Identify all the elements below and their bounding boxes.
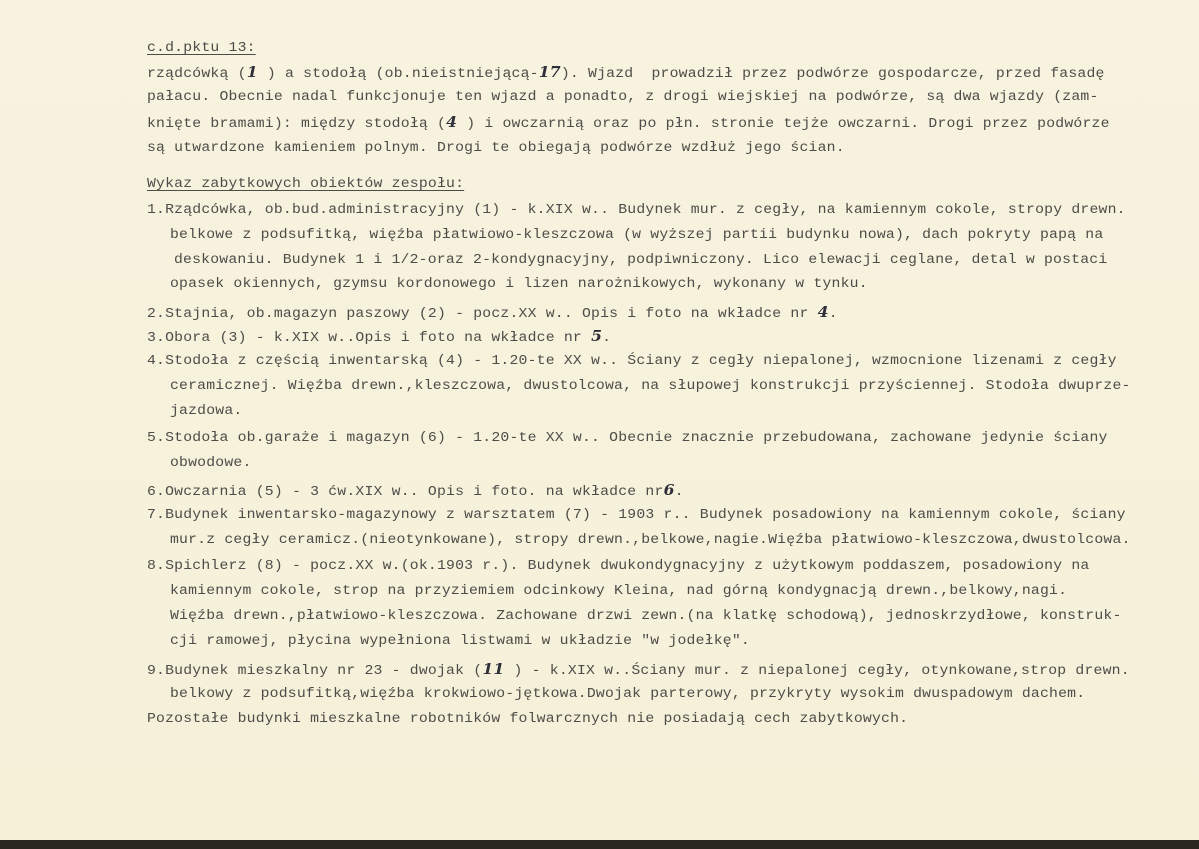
text-segment: 6.Owczarnia (5) - 3 ćw.XIX w.. Opis i foto. na wkładce nr <box>147 484 664 500</box>
text-segment: 5.Stodoła ob.garaże i magazyn (6) - 1.20-te XX w.. Obecnie znacznie przebudowana, zachowane jedynie ściany <box>147 430 1108 446</box>
text-segment: jazdowa. <box>170 403 243 419</box>
section-heading: c.d.pktu 13: <box>147 40 256 56</box>
list-item-continuation <box>170 226 1103 244</box>
list-item-continuation <box>170 685 1085 703</box>
text-segment: 1.Rządcówka, ob.bud.administracyjny (1) - k.XIX w.. Budynek mur. z cegły, na kamiennym cokole, stropy drewn. <box>147 202 1126 218</box>
list-item-continuation <box>174 251 1107 269</box>
handwritten-number: 17 <box>538 63 561 81</box>
text-segment: 8.Spichlerz (8) - pocz.XX w.(ok.1903 r.). Budynek dwukondygnacyjny z użytkowym poddaszem, posadowiony na <box>147 558 1090 574</box>
handwritten-number: 4 <box>446 113 458 131</box>
text-segment: pałacu. Obecnie nadal funkcjonuje ten wjazd a ponadto, z drogi wiejskiej na podwórze, są dwa wjazdy (zam- <box>147 89 1099 105</box>
text-segment: ). Wjazd prowadził przez podwórze gospodarcze, przed fasadę <box>560 66 1105 82</box>
list-item-continuation <box>170 275 868 293</box>
list-item <box>147 506 1126 524</box>
handwritten-number: 6 <box>663 481 675 499</box>
text-segment: ) i owczarnią oraz po płn. stronie tejże owczarni. Drogi przez podwórze <box>457 116 1110 132</box>
list-item-continuation <box>170 531 1131 549</box>
text-segment: knięte bramami): między stodołą ( <box>147 116 447 132</box>
list-item <box>147 481 684 501</box>
text-segment: belkowe z podsufitką, więźba płatwiowo-kleszczowa (w wyższej partii budynku nowa), dach pokryty papą na <box>170 227 1104 243</box>
handwritten-number: 1 <box>246 63 258 81</box>
text-segment: Więźba drewn.,płatwiowo-kleszczowa. Zachowane drzwi zewn.(na klatkę schodową), jednoskrzydłowe, konstruk- <box>170 608 1122 624</box>
handwritten-number: 5 <box>591 327 603 345</box>
text-segment: ) a stodołą (ob.nieistniejącą- <box>257 66 539 82</box>
closing-line: Pozostałe budynki mieszkalne robotników folwarcznych nie posiadają cech zabytkowych. <box>147 711 909 727</box>
list-item <box>147 429 1108 447</box>
list-heading: Wykaz zabytkowych obiektów zespołu: <box>147 176 465 192</box>
text-segment: 7.Budynek inwentarsko-magazynowy z warsztatem (7) - 1903 r.. Budynek posadowiony na kamiennym cokole, ściany <box>147 507 1126 523</box>
list-item <box>147 201 1126 219</box>
list-item-continuation <box>170 377 1131 395</box>
text-segment: ) - k.XIX w..Ściany mur. z niepalonej cegły, otynkowane,strop drewn. <box>504 663 1130 679</box>
list-item <box>147 660 1130 680</box>
text-segment: opasek okiennych, gzymsu kordonowego i lizen narożnikowych, wykonany w tynku. <box>170 276 868 292</box>
list-item-continuation <box>170 582 1067 600</box>
text-segment: 3.Obora (3) - k.XIX w..Opis i foto na wkładce nr <box>147 330 592 346</box>
intro-line <box>147 113 1110 133</box>
text-segment: rządcówką ( <box>147 66 247 82</box>
text-segment: 2.Stajnia, ob.magazyn paszowy (2) - pocz.XX w.. Opis i foto na wkładce nr <box>147 306 818 322</box>
handwritten-number: 4 <box>817 303 829 321</box>
text-segment: są utwardzone kamieniem polnym. Drogi te obiegają podwórze wzdłuż jego ścian. <box>147 140 845 156</box>
list-item <box>147 327 611 347</box>
text-segment: . <box>828 306 838 322</box>
text-segment: ceramicznej. Więźba drewn.,kleszczowa, dwustolcowa, na słupowej konstrukcji przyściennej. Stodoła dwuprze- <box>170 378 1131 394</box>
list-item-continuation <box>170 632 750 650</box>
text-segment: mur.z cegły ceramicz.(nieotynkowane), stropy drewn.,belkowe,nagie.Więźba płatwiowo-kleszczowa,dwustolcowa. <box>170 532 1131 548</box>
text-segment: . <box>602 330 612 346</box>
text-segment: deskowaniu. Budynek 1 i 1/2-oraz 2-kondygnacyjny, podpiwniczony. Lico elewacji ceglane, detal w postaci <box>174 252 1108 268</box>
text-segment: 4.Stodoła z częścią inwentarską (4) - 1.20-te XX w.. Ściany z cegły niepalonej, wzmocnione lizenami z cegły <box>147 353 1117 369</box>
text-segment: obwodowe. <box>170 455 252 471</box>
handwritten-number: 11 <box>482 660 505 678</box>
list-item <box>147 352 1117 370</box>
scan-edge <box>0 840 1199 849</box>
list-item-continuation <box>170 607 1122 625</box>
text-segment: belkowy z podsufitką,więźba krokwiowo-jętkowa.Dwojak parterowy, przykryty wysokim dwuspadowym dachem. <box>170 686 1086 702</box>
list-item <box>147 303 838 323</box>
text-segment: cji ramowej, płycina wypełniona listwami w układzie "w jodełkę". <box>170 633 751 649</box>
intro-line <box>147 88 1099 106</box>
list-item-continuation <box>170 402 243 420</box>
list-item-continuation <box>170 454 252 472</box>
text-segment: kamiennym cokole, strop na przyziemiem odcinkowy Kleina, nad górną kondygnacją drewn.,belkowy,nagi. <box>170 583 1068 599</box>
intro-line <box>147 139 845 157</box>
list-item <box>147 557 1090 575</box>
intro-line <box>147 63 1105 83</box>
text-segment: 9.Budynek mieszkalny nr 23 - dwojak ( <box>147 663 483 679</box>
text-segment: . <box>674 484 684 500</box>
